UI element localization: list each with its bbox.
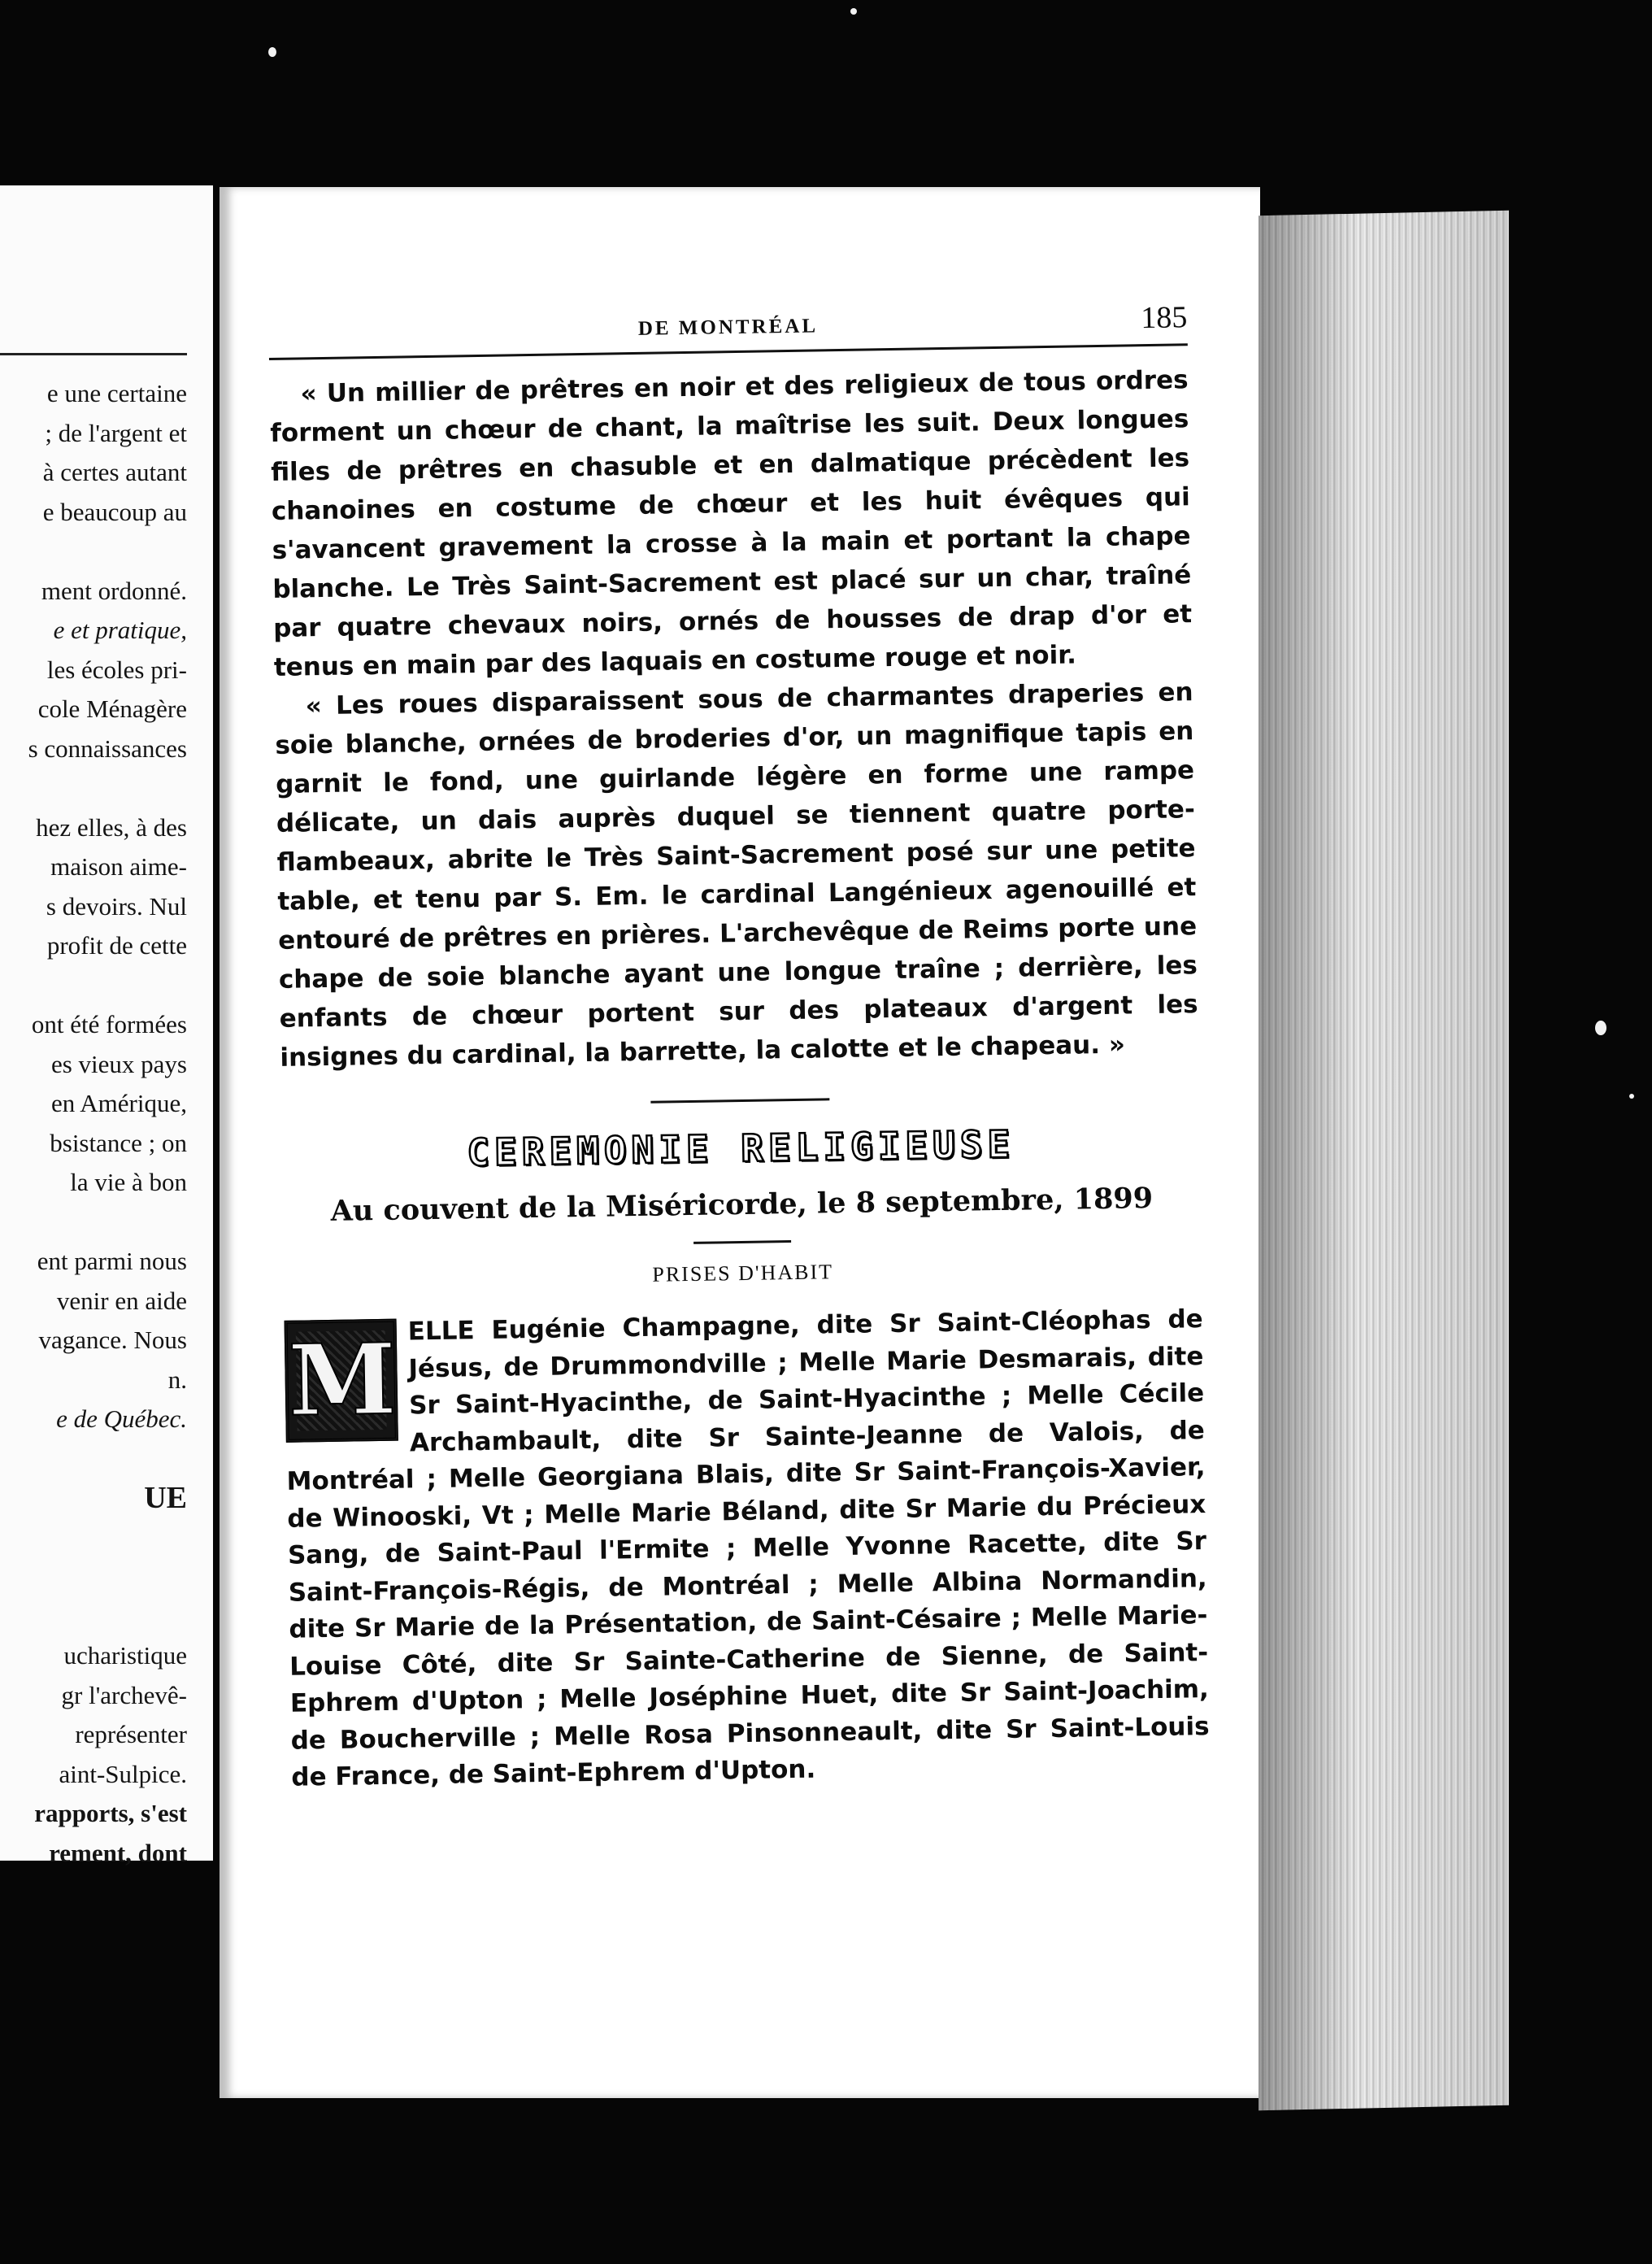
left-line: ont été formées [31,1010,187,1038]
running-title: DE MONTRÉAL [637,315,819,340]
left-line [0,1597,187,1637]
quote-paragraph-2: « Les roues disparaissent sous de charmantes draperies en soie blanche, ornées de broderies d'or, un magnifique tapis en garnit le fond, une guirlande légère en forme une rampe délicate, un dais auprès duquel se tiennent quatre porte-flambeaux, abrite le Très Saint-Sacrement posé sur une petite table, et tenu par S. Em. le cardinal Langénieux agenouillé et entouré de prêtres en prières. L'archevêque de Reims porte une chape de soie blanche ayant une longue traîne ; derrière, les enfants de chœur portent sur des plateaux d'argent les insignes du cardinal, la barrette, la calotte et le chapeau. » [275,677,1198,1073]
left-line: ent parmi nous [37,1247,187,1275]
left-line: n. [167,1365,187,1394]
left-line: bsistance ; on [50,1128,187,1157]
left-line: rement, dont [49,1838,187,1867]
page-number: 185 [1140,300,1188,336]
page-edges-shade [1259,211,1509,2110]
names-text: ELLE Eugénie Champagne, dite Sr Saint-Cléophas de Jésus, de Drummondville ; Melle Marie Desmarais, dite Sr Saint-Hyacinthe, de Saint-Hyacinthe ; Melle Cécile Archambault, dite Sr Sainte-Jeanne de Valois, de Montréal ; Melle Georgiana Blais, dite Sr Saint-François-Xavier, de Winooski, Vt ; Melle Marie Béland, dite Sr Marie du Précieux Sang, de Saint-Paul l'Ermite ; Melle Yvonne Racette, dite Sr Saint-François-Régis, de Montréal ; Melle Albina Normandin, dite Sr Marie de la Présentation, de Saint-Césaire ; Melle Marie-Louise Côté, dite Sr Sainte-Catherine de Sienne, de Saint-Ephrem d'Upton ; Melle Joséphine Huet, dite Sr Saint-Joachim, de Boucherville ; Melle Rosa Pinsonneault, dite Sr Saint-Louis de France, de Saint-Ephrem d'Upton. [286,1304,1210,1792]
left-line: rapports, s'est [34,1799,187,1827]
left-line: ucharistique [63,1641,187,1670]
section-divider [650,1098,829,1103]
ceremony-title: CEREMONIE RELIGIEUSE [466,1121,1015,1175]
left-line: cole Ménagère [37,694,187,723]
left-line: s devoirs. Nul [46,891,187,921]
quote-paragraph-1: « Un millier de prêtres en noir et des religieux de tous ordres forment un chœur de chant, la maîtrise les suit. Deux longues files de prêtres en chasuble et en dalmatique précèdent les chanoines en costume de chœur et les huit évêques qui s'avancent gravement la crosse à la main et portant la chape blanche. Le Très Saint-Sacrement est placé sur un char, traîné par quatre chevaux noirs, ornés de housses de drap d'or et tenus en main par des laquais en costume rouge et noir. [270,365,1193,682]
left-line [0,1557,187,1597]
left-line [0,1439,187,1479]
left-line: maison aime- [50,852,187,881]
left-line: représenter [75,1720,187,1748]
left-line: les écoles pri- [46,655,187,684]
left-line: ; de l'argent et [45,418,187,447]
left-line [0,532,187,572]
dust-speck [1629,1094,1634,1099]
left-line: vagance. Nous [38,1326,187,1354]
dust-speck [268,47,276,57]
left-page-text [0,374,187,1873]
section-heading: PRISES D'HABIT [652,1260,834,1287]
left-line: profit de cette [46,931,187,960]
left-line: la vie à bon [70,1168,187,1196]
left-line: es vieux pays [50,1049,187,1078]
dust-speck [850,8,857,15]
left-header-rule [0,353,187,355]
dropcap-letter: M [287,1321,398,1439]
left-line: aint-Sulpice. [59,1759,187,1788]
ceremony-subtitle: Au couvent de la Miséricorde, le 8 septembre, 1899 [330,1182,1154,1228]
left-line: en Amérique, [50,1089,187,1117]
subtitle-divider [693,1240,791,1244]
left-line [0,1518,187,1558]
left-line: UE [144,1481,187,1515]
left-line: à certes autant [42,458,187,486]
page-content [268,294,1211,1796]
left-line [0,768,187,808]
dust-speck [1595,1021,1606,1035]
left-line: hez elles, à des [36,812,187,842]
names-paragraph [284,1301,1210,1796]
left-line: e de Québec. [56,1404,187,1433]
left-line: e une certaine [46,379,187,407]
left-line: s connaissances [28,734,187,763]
left-line: e beaucoup au [42,497,187,526]
left-line: venir en aide [56,1286,187,1315]
left-line: ment ordonné. [41,576,187,605]
left-line: e et pratique, [53,616,187,644]
quoted-passage [269,360,1198,1078]
ornamental-dropcap [285,1319,398,1443]
left-line: gr l'archevê- [61,1680,187,1709]
left-line [0,966,187,1006]
left-line [0,1203,187,1243]
